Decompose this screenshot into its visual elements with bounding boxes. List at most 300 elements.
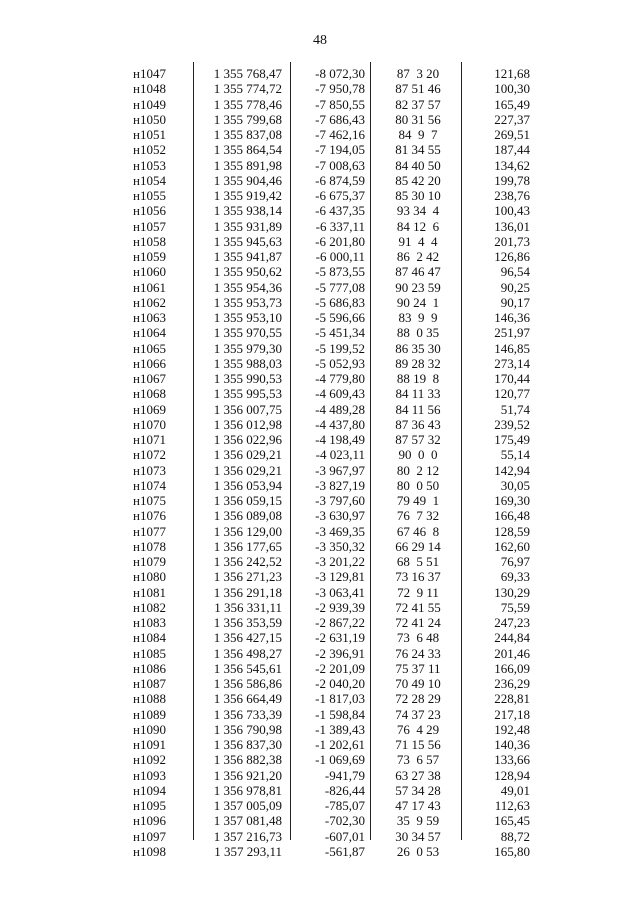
point-id: н1048 bbox=[133, 81, 166, 97]
table-row bbox=[118, 280, 548, 295]
point-id: н1085 bbox=[133, 645, 166, 661]
x-coordinate: 1 355 919,42 bbox=[213, 188, 282, 203]
x-coordinate: 1 355 837,08 bbox=[213, 127, 282, 142]
point-id: н1079 bbox=[133, 554, 166, 569]
segment-length: 187,44 bbox=[494, 142, 530, 158]
point-id: н1072 bbox=[133, 447, 166, 463]
x-coordinate: 1 356 545,61 bbox=[213, 660, 282, 676]
point-id: н1075 bbox=[133, 493, 166, 508]
table-row bbox=[118, 524, 548, 539]
table-row bbox=[118, 173, 548, 188]
point-id: н1065 bbox=[133, 340, 166, 356]
segment-length: 236,29 bbox=[494, 676, 530, 691]
direction-angle: 73 6 48 bbox=[396, 630, 440, 646]
direction-angle: 70 49 10 bbox=[395, 676, 441, 691]
segment-length: 88,72 bbox=[500, 828, 530, 844]
segment-length: 112,63 bbox=[494, 798, 530, 813]
x-coordinate: 1 355 941,87 bbox=[213, 249, 282, 264]
y-coordinate: -561,87 bbox=[324, 843, 365, 859]
segment-length: 142,94 bbox=[494, 462, 530, 478]
segment-length: 90,17 bbox=[500, 294, 530, 310]
direction-angle: 72 41 24 bbox=[395, 615, 441, 630]
direction-angle: 80 0 50 bbox=[396, 477, 440, 493]
table-row bbox=[118, 295, 548, 310]
point-id: н1047 bbox=[133, 66, 166, 81]
segment-length: 49,01 bbox=[500, 782, 530, 798]
direction-angle: 57 34 28 bbox=[395, 782, 441, 798]
x-coordinate: 1 356 177,65 bbox=[213, 538, 282, 554]
segment-length: 96,54 bbox=[500, 264, 530, 280]
segment-length: 140,36 bbox=[494, 737, 530, 752]
segment-length: 228,81 bbox=[494, 691, 530, 707]
y-coordinate: -7 462,16 bbox=[315, 127, 365, 142]
direction-angle: 87 46 47 bbox=[395, 264, 441, 280]
point-id: н1090 bbox=[133, 721, 166, 737]
point-id: н1076 bbox=[133, 508, 166, 524]
table-row bbox=[118, 829, 548, 844]
direction-angle: 90 24 1 bbox=[396, 294, 440, 310]
y-coordinate: -1 389,43 bbox=[315, 721, 365, 737]
segment-length: 199,78 bbox=[494, 172, 530, 188]
y-coordinate: -3 630,97 bbox=[315, 508, 365, 524]
direction-angle: 88 19 8 bbox=[396, 371, 440, 386]
direction-angle: 67 46 8 bbox=[396, 523, 440, 539]
point-id: н1097 bbox=[133, 828, 166, 844]
x-coordinate: 1 357 216,73 bbox=[213, 828, 282, 844]
segment-length: 128,94 bbox=[494, 767, 530, 783]
direction-angle: 89 28 32 bbox=[395, 355, 441, 371]
direction-angle: 84 12 6 bbox=[396, 218, 440, 234]
point-id: н1080 bbox=[133, 569, 166, 585]
segment-length: 130,29 bbox=[494, 584, 530, 600]
x-coordinate: 1 355 954,36 bbox=[213, 279, 282, 295]
direction-angle: 87 51 46 bbox=[395, 81, 441, 97]
point-id: н1070 bbox=[133, 416, 166, 432]
direction-angle: 30 34 57 bbox=[395, 828, 441, 844]
point-id: н1050 bbox=[133, 111, 166, 127]
segment-length: 51,74 bbox=[500, 401, 530, 417]
x-coordinate: 1 355 970,55 bbox=[213, 325, 282, 341]
segment-length: 169,30 bbox=[494, 493, 530, 508]
x-coordinate: 1 355 778,46 bbox=[213, 96, 282, 112]
y-coordinate: -1 598,84 bbox=[315, 706, 365, 722]
point-id: н1061 bbox=[133, 279, 166, 295]
segment-length: 146,36 bbox=[494, 310, 530, 325]
x-coordinate: 1 357 081,48 bbox=[213, 813, 282, 829]
x-coordinate: 1 356 427,15 bbox=[213, 630, 282, 646]
segment-length: 244,84 bbox=[494, 630, 530, 646]
y-coordinate: -2 939,39 bbox=[315, 599, 365, 615]
point-id: н1098 bbox=[133, 843, 166, 859]
y-coordinate: -5 873,55 bbox=[315, 264, 365, 280]
segment-length: 239,52 bbox=[494, 416, 530, 432]
y-coordinate: -6 201,80 bbox=[315, 233, 365, 249]
point-id: н1087 bbox=[133, 676, 166, 691]
point-id: н1059 bbox=[133, 249, 166, 264]
point-id: н1095 bbox=[133, 798, 166, 813]
direction-angle: 84 11 56 bbox=[395, 401, 441, 417]
direction-angle: 72 41 55 bbox=[395, 599, 441, 615]
table-row bbox=[118, 234, 548, 249]
segment-length: 217,18 bbox=[494, 706, 530, 722]
point-id: н1066 bbox=[133, 355, 166, 371]
y-coordinate: -7 850,55 bbox=[315, 96, 365, 112]
table-row bbox=[118, 646, 548, 661]
table-row bbox=[118, 798, 548, 813]
segment-length: 165,49 bbox=[494, 96, 530, 112]
segment-length: 201,46 bbox=[494, 645, 530, 661]
table-row bbox=[118, 66, 548, 81]
table-row bbox=[118, 569, 548, 584]
point-id: н1063 bbox=[133, 310, 166, 325]
table-row bbox=[118, 493, 548, 508]
point-id: н1071 bbox=[133, 432, 166, 447]
table-row bbox=[118, 341, 548, 356]
y-coordinate: -5 199,52 bbox=[315, 340, 365, 356]
y-coordinate: -5 052,93 bbox=[315, 355, 365, 371]
direction-angle: 82 37 57 bbox=[395, 96, 441, 112]
segment-length: 55,14 bbox=[500, 447, 530, 463]
direction-angle: 84 9 7 bbox=[398, 127, 438, 142]
y-coordinate: -826,44 bbox=[324, 782, 365, 798]
direction-angle: 74 37 23 bbox=[395, 706, 441, 722]
x-coordinate: 1 355 950,62 bbox=[213, 264, 282, 280]
segment-length: 165,80 bbox=[494, 843, 530, 859]
x-coordinate: 1 355 864,54 bbox=[213, 142, 282, 158]
y-coordinate: -702,30 bbox=[324, 813, 365, 829]
point-id: н1091 bbox=[133, 737, 166, 752]
y-coordinate: -2 631,19 bbox=[315, 630, 365, 646]
direction-angle: 81 34 55 bbox=[395, 142, 441, 158]
table-row bbox=[118, 737, 548, 752]
point-id: н1051 bbox=[133, 127, 166, 142]
table-row bbox=[118, 630, 548, 645]
y-coordinate: -5 686,83 bbox=[315, 294, 365, 310]
point-id: н1069 bbox=[133, 401, 166, 417]
table-row bbox=[118, 310, 548, 325]
x-coordinate: 1 357 293,11 bbox=[214, 843, 282, 859]
table-row bbox=[118, 97, 548, 112]
y-coordinate: -3 201,22 bbox=[315, 554, 365, 569]
point-id: н1088 bbox=[133, 691, 166, 707]
table-row bbox=[118, 112, 548, 127]
point-id: н1074 bbox=[133, 477, 166, 493]
y-coordinate: -3 129,81 bbox=[315, 569, 365, 585]
coordinates-table bbox=[118, 62, 548, 859]
direction-angle: 86 35 30 bbox=[395, 340, 441, 356]
table-row bbox=[118, 478, 548, 493]
x-coordinate: 1 356 586,86 bbox=[213, 676, 282, 691]
x-coordinate: 1 356 837,30 bbox=[213, 737, 282, 752]
direction-angle: 47 17 43 bbox=[395, 798, 441, 813]
segment-length: 134,62 bbox=[494, 157, 530, 173]
segment-length: 201,73 bbox=[494, 233, 530, 249]
x-coordinate: 1 356 007,75 bbox=[213, 401, 282, 417]
y-coordinate: -1 817,03 bbox=[315, 691, 365, 707]
x-coordinate: 1 355 774,72 bbox=[213, 81, 282, 97]
direction-angle: 66 29 14 bbox=[395, 538, 441, 554]
table-row bbox=[118, 447, 548, 462]
y-coordinate: -1 069,69 bbox=[315, 752, 365, 768]
x-coordinate: 1 356 790,98 bbox=[213, 721, 282, 737]
segment-length: 136,01 bbox=[494, 218, 530, 234]
table-row bbox=[118, 691, 548, 706]
x-coordinate: 1 355 979,30 bbox=[213, 340, 282, 356]
y-coordinate: -6 675,37 bbox=[315, 188, 365, 203]
x-coordinate: 1 355 990,53 bbox=[213, 371, 282, 386]
direction-angle: 68 5 51 bbox=[396, 554, 440, 569]
table-row bbox=[118, 188, 548, 203]
direction-angle: 85 42 20 bbox=[395, 172, 441, 188]
segment-length: 128,59 bbox=[494, 523, 530, 539]
table-row bbox=[118, 539, 548, 554]
direction-angle: 73 16 37 bbox=[395, 569, 441, 585]
x-coordinate: 1 355 945,63 bbox=[213, 233, 282, 249]
point-id: н1077 bbox=[133, 523, 166, 539]
table-row bbox=[118, 585, 548, 600]
y-coordinate: -4 779,80 bbox=[315, 371, 365, 386]
point-id: н1089 bbox=[133, 706, 166, 722]
segment-length: 166,09 bbox=[494, 660, 530, 676]
direction-angle: 86 2 42 bbox=[396, 249, 440, 264]
y-coordinate: -4 023,11 bbox=[315, 447, 365, 463]
segment-length: 69,33 bbox=[500, 569, 530, 585]
table-row bbox=[118, 203, 548, 218]
table-row bbox=[118, 325, 548, 340]
y-coordinate: -4 489,28 bbox=[315, 401, 365, 417]
table-row bbox=[118, 722, 548, 737]
point-id: н1052 bbox=[133, 142, 166, 158]
y-coordinate: -4 437,80 bbox=[315, 416, 365, 432]
segment-length: 165,45 bbox=[494, 813, 530, 829]
point-id: н1083 bbox=[133, 615, 166, 630]
y-coordinate: -7 686,43 bbox=[315, 111, 365, 127]
direction-angle: 83 9 9 bbox=[398, 310, 438, 325]
direction-angle: 88 0 35 bbox=[396, 325, 440, 341]
segment-length: 273,14 bbox=[494, 355, 530, 371]
point-id: н1067 bbox=[133, 371, 166, 386]
y-coordinate: -2 396,91 bbox=[315, 645, 365, 661]
direction-angle: 93 34 4 bbox=[396, 203, 440, 219]
table-row bbox=[118, 844, 548, 859]
segment-length: 227,37 bbox=[494, 111, 530, 127]
segment-length: 192,48 bbox=[494, 721, 530, 737]
x-coordinate: 1 356 129,00 bbox=[213, 523, 282, 539]
table-row bbox=[118, 707, 548, 722]
segment-length: 90,25 bbox=[500, 279, 530, 295]
point-id: н1056 bbox=[133, 203, 166, 219]
segment-length: 146,85 bbox=[494, 340, 530, 356]
y-coordinate: -3 469,35 bbox=[315, 523, 365, 539]
point-id: н1084 bbox=[133, 630, 166, 646]
segment-length: 247,23 bbox=[494, 615, 530, 630]
y-coordinate: -3 063,41 bbox=[315, 584, 365, 600]
x-coordinate: 1 355 931,89 bbox=[213, 218, 282, 234]
table-row bbox=[118, 371, 548, 386]
x-coordinate: 1 355 953,73 bbox=[213, 294, 282, 310]
table-row bbox=[118, 249, 548, 264]
x-coordinate: 1 356 053,94 bbox=[213, 477, 282, 493]
table-row bbox=[118, 463, 548, 478]
x-coordinate: 1 356 029,21 bbox=[213, 462, 282, 478]
point-id: н1078 bbox=[133, 538, 166, 554]
x-coordinate: 1 356 022,96 bbox=[213, 432, 282, 447]
table-row bbox=[118, 508, 548, 523]
y-coordinate: -6 437,35 bbox=[315, 203, 365, 219]
x-coordinate: 1 356 059,15 bbox=[213, 493, 282, 508]
direction-angle: 76 24 33 bbox=[395, 645, 441, 661]
segment-length: 100,30 bbox=[494, 81, 530, 97]
y-coordinate: -4 198,49 bbox=[315, 432, 365, 447]
direction-angle: 84 40 50 bbox=[395, 157, 441, 173]
table-row bbox=[118, 752, 548, 767]
table-row bbox=[118, 813, 548, 828]
x-coordinate: 1 356 978,81 bbox=[213, 782, 282, 798]
point-id: н1049 bbox=[133, 96, 166, 112]
direction-angle: 35 9 59 bbox=[396, 813, 440, 829]
y-coordinate: -3 350,32 bbox=[315, 538, 365, 554]
point-id: н1060 bbox=[133, 264, 166, 280]
direction-angle: 72 9 11 bbox=[397, 584, 439, 600]
direction-angle: 73 6 57 bbox=[396, 752, 440, 768]
page-number: 48 bbox=[313, 33, 327, 48]
y-coordinate: -6 000,11 bbox=[315, 249, 365, 264]
y-coordinate: -3 967,97 bbox=[315, 462, 365, 478]
point-id: н1055 bbox=[133, 188, 166, 203]
point-id: н1062 bbox=[133, 294, 166, 310]
direction-angle: 26 0 53 bbox=[396, 843, 440, 859]
y-coordinate: -607,01 bbox=[324, 828, 365, 844]
x-coordinate: 1 356 242,52 bbox=[213, 554, 282, 569]
x-coordinate: 1 356 271,23 bbox=[213, 569, 282, 585]
segment-length: 30,05 bbox=[500, 477, 530, 493]
y-coordinate: -7 008,63 bbox=[315, 157, 365, 173]
x-coordinate: 1 355 995,53 bbox=[213, 386, 282, 402]
x-coordinate: 1 355 891,98 bbox=[213, 157, 282, 173]
x-coordinate: 1 356 733,39 bbox=[213, 706, 282, 722]
x-coordinate: 1 356 353,59 bbox=[213, 615, 282, 630]
y-coordinate: -3 827,19 bbox=[315, 477, 365, 493]
segment-length: 121,68 bbox=[494, 66, 530, 81]
direction-angle: 90 0 0 bbox=[398, 447, 438, 463]
point-id: н1057 bbox=[133, 218, 166, 234]
segment-length: 76,97 bbox=[500, 554, 530, 569]
point-id: н1082 bbox=[133, 599, 166, 615]
x-coordinate: 1 355 953,10 bbox=[213, 310, 282, 325]
table-row bbox=[118, 81, 548, 96]
table-row bbox=[118, 356, 548, 371]
x-coordinate: 1 356 664,49 bbox=[213, 691, 282, 707]
table-row bbox=[118, 402, 548, 417]
point-id: н1064 bbox=[133, 325, 166, 341]
table-row bbox=[118, 142, 548, 157]
y-coordinate: -1 202,61 bbox=[315, 737, 365, 752]
y-coordinate: -3 797,60 bbox=[315, 493, 365, 508]
segment-length: 175,49 bbox=[494, 432, 530, 447]
point-id: н1054 bbox=[133, 172, 166, 188]
direction-angle: 76 7 32 bbox=[396, 508, 440, 524]
direction-angle: 80 2 12 bbox=[396, 462, 440, 478]
point-id: н1094 bbox=[133, 782, 166, 798]
direction-angle: 91 4 4 bbox=[398, 233, 438, 249]
segment-length: 126,86 bbox=[494, 249, 530, 264]
direction-angle: 84 11 33 bbox=[395, 386, 441, 402]
x-coordinate: 1 356 029,21 bbox=[213, 447, 282, 463]
point-id: н1081 bbox=[133, 584, 166, 600]
table-row bbox=[118, 554, 548, 569]
x-coordinate: 1 357 005,09 bbox=[213, 798, 282, 813]
y-coordinate: -5 596,66 bbox=[315, 310, 365, 325]
direction-angle: 72 28 29 bbox=[395, 691, 441, 707]
x-coordinate: 1 355 799,68 bbox=[213, 111, 282, 127]
y-coordinate: -2 201,09 bbox=[315, 660, 365, 676]
segment-length: 269,51 bbox=[494, 127, 530, 142]
segment-length: 170,44 bbox=[494, 371, 530, 386]
y-coordinate: -7 194,05 bbox=[315, 142, 365, 158]
x-coordinate: 1 355 988,03 bbox=[213, 355, 282, 371]
x-coordinate: 1 356 089,08 bbox=[213, 508, 282, 524]
table-row bbox=[118, 768, 548, 783]
segment-length: 251,97 bbox=[494, 325, 530, 341]
segment-length: 162,60 bbox=[494, 538, 530, 554]
direction-angle: 75 37 11 bbox=[395, 660, 441, 676]
y-coordinate: -7 950,78 bbox=[315, 81, 365, 97]
point-id: н1073 bbox=[133, 462, 166, 478]
direction-angle: 76 4 29 bbox=[396, 721, 440, 737]
table-row bbox=[118, 661, 548, 676]
direction-angle: 87 57 32 bbox=[395, 432, 441, 447]
y-coordinate: -2 867,22 bbox=[315, 615, 365, 630]
y-coordinate: -5 777,08 bbox=[315, 279, 365, 295]
x-coordinate: 1 355 904,46 bbox=[213, 172, 282, 188]
x-coordinate: 1 356 291,18 bbox=[213, 584, 282, 600]
direction-angle: 90 23 59 bbox=[395, 279, 441, 295]
y-coordinate: -8 072,30 bbox=[315, 66, 365, 81]
table-row bbox=[118, 783, 548, 798]
point-id: н1092 bbox=[133, 752, 166, 768]
point-id: н1058 bbox=[133, 233, 166, 249]
y-coordinate: -941,79 bbox=[324, 767, 365, 783]
segment-length: 120,77 bbox=[494, 386, 530, 402]
point-id: н1093 bbox=[133, 767, 166, 783]
point-id: н1086 bbox=[133, 660, 166, 676]
x-coordinate: 1 355 768,47 bbox=[213, 66, 282, 81]
y-coordinate: -5 451,34 bbox=[315, 325, 365, 341]
point-id: н1096 bbox=[133, 813, 166, 829]
table-row bbox=[118, 219, 548, 234]
y-coordinate: -2 040,20 bbox=[315, 676, 365, 691]
table-row bbox=[118, 676, 548, 691]
y-coordinate: -6 337,11 bbox=[315, 218, 365, 234]
y-coordinate: -785,07 bbox=[324, 798, 365, 813]
point-id: н1068 bbox=[133, 386, 166, 402]
table-row bbox=[118, 615, 548, 630]
table-row bbox=[118, 158, 548, 173]
direction-angle: 80 31 56 bbox=[395, 111, 441, 127]
table-row bbox=[118, 386, 548, 401]
table-row bbox=[118, 432, 548, 447]
y-coordinate: -4 609,43 bbox=[315, 386, 365, 402]
segment-length: 166,48 bbox=[494, 508, 530, 524]
x-coordinate: 1 356 921,20 bbox=[213, 767, 282, 783]
table-row bbox=[118, 264, 548, 279]
direction-angle: 87 36 43 bbox=[395, 416, 441, 432]
direction-angle: 85 30 10 bbox=[395, 188, 441, 203]
x-coordinate: 1 356 012,98 bbox=[213, 416, 282, 432]
x-coordinate: 1 356 882,38 bbox=[213, 752, 282, 768]
y-coordinate: -6 874,59 bbox=[315, 172, 365, 188]
segment-length: 75,59 bbox=[500, 599, 530, 615]
